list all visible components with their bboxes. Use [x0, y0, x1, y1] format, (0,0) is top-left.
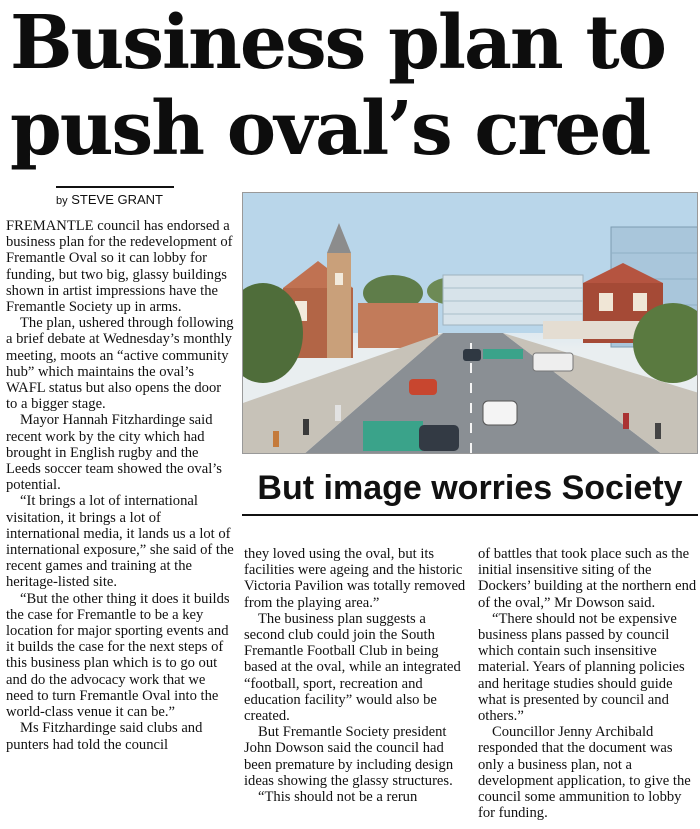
paragraph: Ms Fitzhardinge said clubs and punters had told the council [6, 720, 203, 753]
paragraph: Councillor Jenny Archibald responded that the document was only a business plan, not a development application, to give the council some ammunition to lobby for funding. [478, 724, 691, 822]
headline-line-1: Business plan to [10, 0, 665, 86]
paragraph: But Fremantle Society president John Dowson said the council had been premature by including design ideas showing the glassy structures. [244, 724, 454, 789]
headline-line-2: push oval’s cred [10, 86, 650, 172]
paragraph: “This should not be a rerun [258, 789, 418, 806]
paragraph: “It brings a lot of international visitation, it brings a lot of international media, it lands us a lot of international exposure,” she said of the recent games and training at the heritage-listed site. [6, 493, 234, 591]
byline [56, 186, 174, 207]
paragraph: they loved using the oval, but its facilities were ageing and the historic Victoria Pavilion was totally removed from the playing area.” [244, 546, 466, 611]
paragraph: “But the other thing it does it builds the case for Fremantle to be a key location for major sporting events and it builds the case for the next steps of this business plan which is to go out and do the advocacy work that we need to turn Fremantle Oval into the world-class venue it can be.” [6, 590, 230, 721]
artist-impression-illustration [243, 193, 698, 454]
paragraph: Mayor Hannah Fitzhardinge said recent work by the city which had brought in English rugby and the Leeds soccer team showed the oval’s potential. [6, 412, 222, 494]
article-column-1 [6, 218, 234, 753]
article-column-3 [478, 546, 698, 821]
paragraph: The plan, ushered through following a brief debate at Wednesday’s monthly meeting, moots an “active community hub” which maintains the oval’s WAFL status but also opens the door to a bigger stage. [6, 315, 234, 413]
paragraph: FREMANTLE council has endorsed a business plan for the redevelopment of Fremantle Oval so it can lobby for funding, but two big, glassy buildings shown in artist impressions have the Fremantle Society up in arms. [6, 218, 233, 316]
article-column-2 [244, 546, 466, 805]
paragraph: of battles that took place such as the initial insensitive siting of the Dockers’ building at the northern end of the oval,” Mr Dowson said. [478, 546, 697, 611]
paragraph: “There should not be expensive business plans passed by council which contain such insensitive material. Years of planning policies and heritage studies should guide what is presented by council and others.” [478, 610, 685, 725]
image-subhead: But image worries Society [242, 466, 698, 516]
byline-author: STEVE GRANT [71, 192, 163, 207]
byline-prefix: by [56, 195, 68, 207]
headline [10, 0, 700, 172]
paragraph: The business plan suggests a second club could join the South Fremantle Football Club in being based at the oval, while an integrated “football, sport, recreation and education facility” would also be created. [244, 610, 461, 725]
artist-impression-photo [242, 192, 698, 454]
